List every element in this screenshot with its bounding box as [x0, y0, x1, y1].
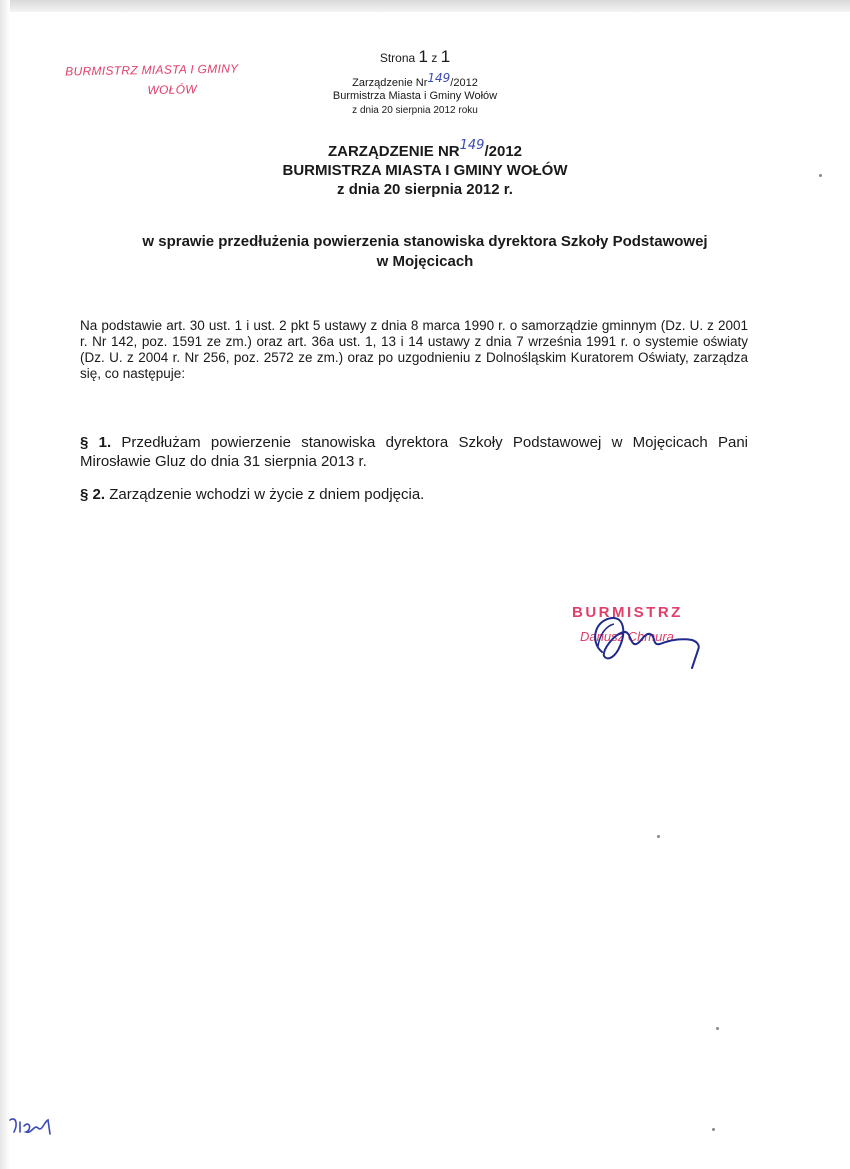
header-issuer: Burmistrza Miasta i Gminy Wołów [332, 90, 498, 102]
mayor-stamp-title: BURMISTRZ [572, 604, 683, 621]
section-1 [80, 433, 748, 471]
header-ref-suffix: /2012 [450, 77, 478, 89]
section-2-text: Zarządzenie wchodzi w życie z dniem podjęcia. [109, 486, 425, 503]
page-label: Strona [379, 51, 416, 65]
scan-edge [0, 0, 850, 12]
office-stamp-line2: WOŁÓW [147, 82, 198, 98]
scan-speck [819, 174, 822, 177]
title-prefix: ZARZĄDZENIE NR [327, 143, 460, 160]
mayor-stamp-name: Dariusz Chmura [580, 629, 674, 644]
header-ref-line [300, 71, 530, 90]
header-ref-prefix: Zarządzenie Nr [352, 77, 428, 89]
handwritten-corner-mark [8, 1110, 58, 1140]
document-issuer: BURMISTRZA MIASTA I GMINY WOŁÓW [282, 162, 568, 179]
subject-line2: w Mojęcicach [376, 253, 474, 270]
section-1-text: Przedłużam powierzenie stanowiska dyrektora Szkoły Podstawowej w Mojęcicach Pani Mirosławie Gluz do dnia 31 sierpnia 2013 r. [80, 434, 748, 470]
title-handwritten-number: 149 [459, 138, 485, 153]
page-total: 1 [440, 47, 451, 66]
document-title [0, 138, 850, 160]
scan-speck [712, 1128, 715, 1131]
section-1-mark: § 1. [80, 434, 112, 451]
scan-speck [657, 835, 660, 838]
document-date: z dnia 20 sierpnia 2012 r. [337, 181, 513, 198]
scan-speck [716, 1027, 719, 1030]
legal-basis-paragraph: Na podstawie art. 30 ust. 1 i ust. 2 pkt 5 ustawy z dnia 8 marca 1990 r. o samorządzie gminnym (Dz. U. z 2001 r. Nr 142, poz. 1591 ze zm.) oraz art. 36a ust. 1, 13 i 14 ustawy z dnia 7 września 1991 r. o systemie oświaty (Dz. U. z 2004 r. Nr 256, poz. 2572 ze zm.) oraz po uzgodnieniu z Dolnośląskim Kuratorem Oświaty, zarządza się, co następuje: [80, 318, 748, 381]
header-handwritten-number: 149 [427, 71, 451, 85]
handwritten-signature [580, 612, 720, 672]
subject-line1: w sprawie przedłużenia powierzenia stanowiska dyrektora Szkoły Podstawowej [142, 233, 708, 250]
page-number: 1 [418, 47, 428, 66]
header-date: z dnia 20 sierpnia 2012 roku [352, 105, 478, 116]
office-stamp-line1: BURMISTRZ MIASTA I GMINY [65, 61, 239, 79]
office-stamp [52, 58, 253, 101]
page-indicator [300, 47, 530, 66]
section-2 [80, 485, 748, 504]
section-2-mark: § 2. [80, 486, 106, 503]
page-of: z [431, 51, 438, 65]
document-subject [80, 232, 770, 272]
title-suffix: /2012 [484, 143, 523, 160]
